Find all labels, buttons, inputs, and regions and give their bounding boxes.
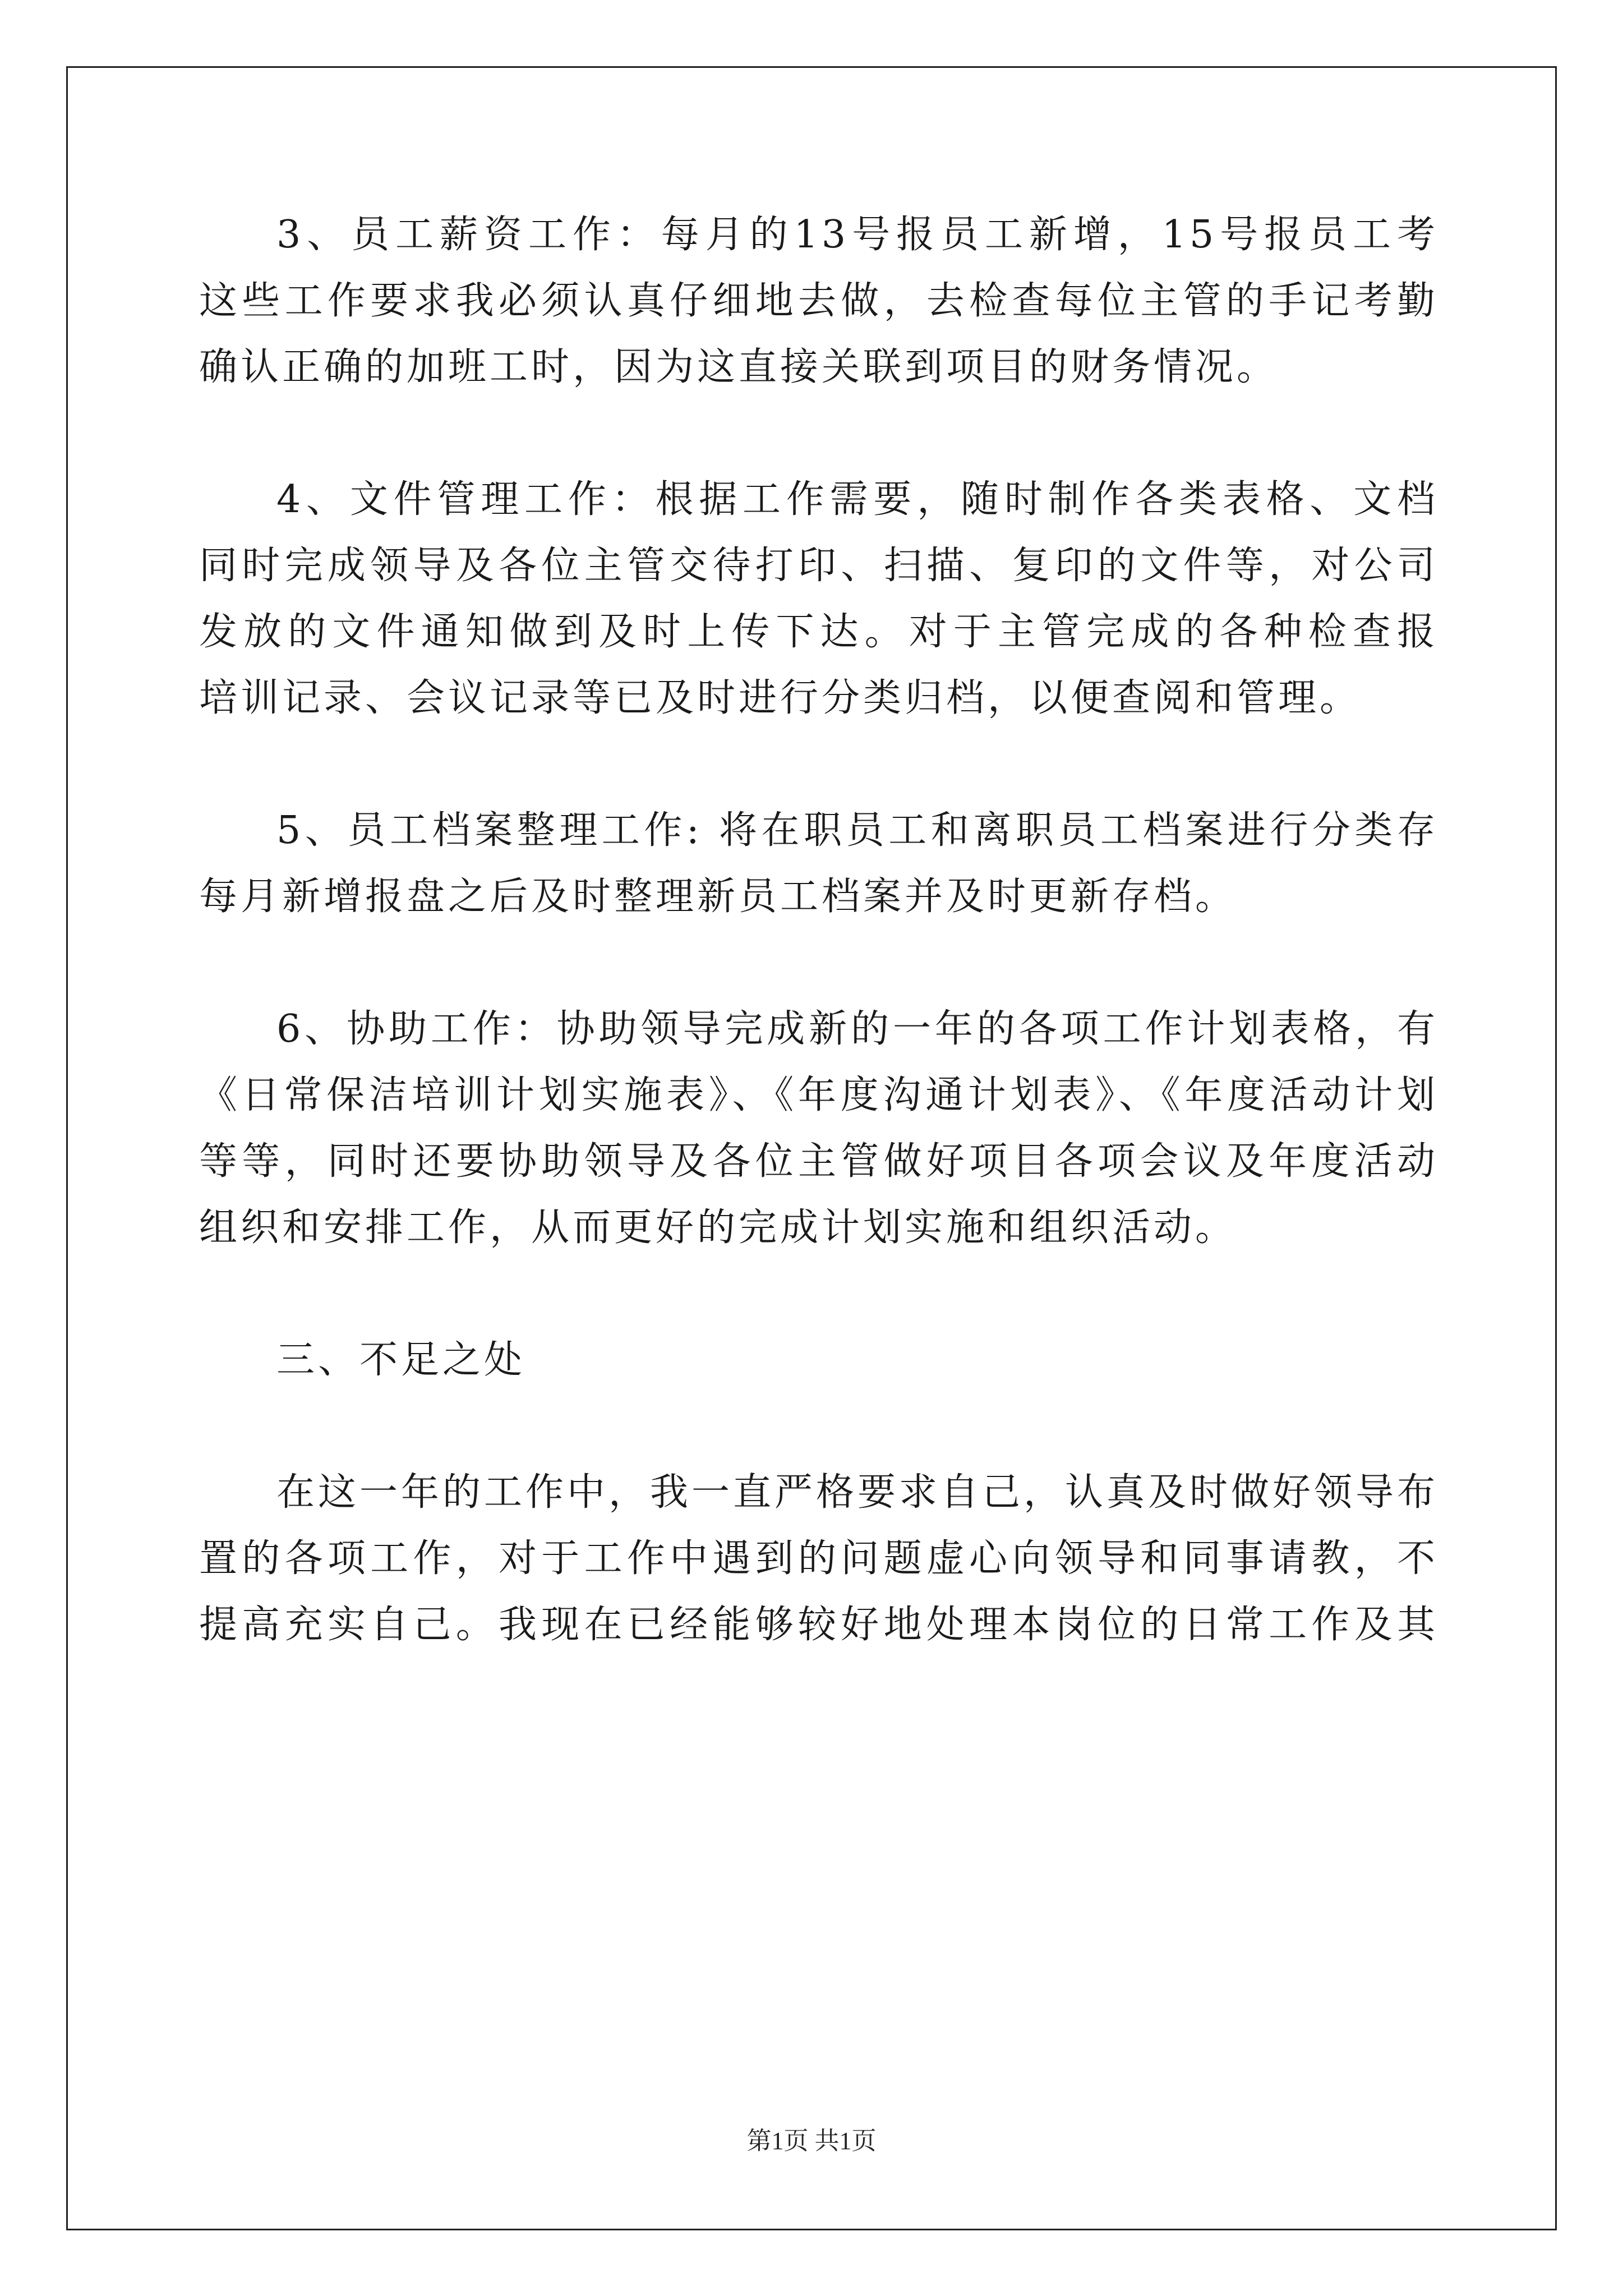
paragraph-2-line-2: 同时完成领导及各位主管交待打印、扫描、复印的文件等，对公司	[199, 544, 1438, 588]
paragraph-5-line-1: 在这一年的工作中，我一直严格要求自己，认真及时做好领导布	[276, 1470, 1438, 1515]
paragraph-5-line-2: 置的各项工作，对于工作中遇到的问题虚心向领导和同事请教，不	[199, 1536, 1438, 1581]
section-heading: 三、不足之处	[276, 1338, 526, 1382]
paragraph-1-line-2: 这些工作要求我必须认真仔细地去做，去检查每位主管的手记考勤	[199, 279, 1438, 323]
document-body	[199, 202, 1438, 1658]
paragraph-1-line-1: 3、员工薪资工作：每月的13号报员工新增，15号报员工考	[276, 213, 1438, 257]
paragraph-4-line-3: 等等，同时还要协助领导及各位主管做好项目各项会议及年度活动	[199, 1139, 1438, 1184]
paragraph-1-line-3: 确认正确的加班工时，因为这直接关联到项目的财务情况。	[199, 345, 1279, 389]
paragraph-4-line-4: 组织和安排工作，从而更好的完成计划实施和组织活动。	[199, 1205, 1237, 1250]
page-footer: 第1页 共1页	[746, 2127, 877, 2155]
paragraph-2-line-1: 4、文件管理工作：根据工作需要，随时制作各类表格、文档	[276, 477, 1438, 522]
paragraph-3-line-1: 5、员工档案整理工作: 将在职员工和离职员工档案进行分类存	[276, 808, 1438, 853]
paragraph-2-line-3: 发放的文件通知做到及时上传下达。对于主管完成的各种检查报	[199, 610, 1438, 654]
paragraph-5-line-3: 提高充实自己。我现在已经能够较好地处理本岗位的日常工作及其	[199, 1603, 1438, 1647]
paragraph-3-line-2: 每月新增报盘之后及时整理新员工档案并及时更新存档。	[199, 875, 1237, 919]
paragraph-2-line-4: 培训记录、会议记录等已及时进行分类归档，以便查阅和管理。	[199, 676, 1362, 720]
paragraph-4-line-2: 《日常保洁培训计划实施表》、《年度沟通计划表》、《年度活动计划	[199, 1073, 1438, 1117]
paragraph-4-line-1: 6、协助工作：协助领导完成新的一年的各项工作计划表格，有	[276, 1007, 1438, 1051]
